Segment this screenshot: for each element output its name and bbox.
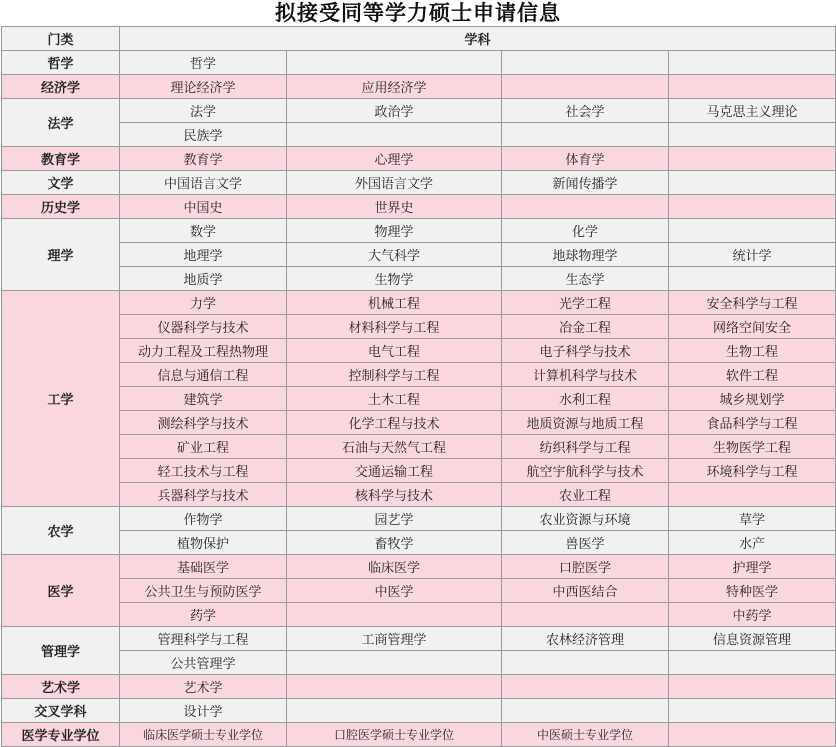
category-cell: 教育学 (2, 147, 120, 171)
subject-cell: 哲学 (120, 51, 287, 75)
subject-cell: 中药学 (669, 603, 836, 627)
subject-cell: 临床医学 (287, 555, 502, 579)
table-row (2, 75, 836, 99)
subject-cell (502, 75, 669, 99)
subject-cell: 地球物理学 (502, 243, 669, 267)
subject-cell (669, 171, 836, 195)
subject-cell: 草学 (669, 507, 836, 531)
subject-cell: 应用经济学 (287, 75, 502, 99)
subject-cell: 电气工程 (287, 339, 502, 363)
subject-cell: 教育学 (120, 147, 287, 171)
subject-cell (669, 219, 836, 243)
subject-cell: 仪器科学与技术 (120, 315, 287, 339)
subject-cell (502, 51, 669, 75)
subject-cell: 药学 (120, 603, 287, 627)
subject-cell: 兵器科学与技术 (120, 483, 287, 507)
table-row (2, 387, 836, 411)
subject-cell: 水利工程 (502, 387, 669, 411)
subject-cell: 兽医学 (502, 531, 669, 555)
page-title: 拟接受同等学力硕士申请信息 (275, 0, 561, 25)
subject-cell: 软件工程 (669, 363, 836, 387)
subject-cell: 理论经济学 (120, 75, 287, 99)
subject-cell: 核科学与技术 (287, 483, 502, 507)
table-row (2, 603, 836, 627)
subject-cell: 特种医学 (669, 579, 836, 603)
subject-cell (287, 51, 502, 75)
table-row (2, 675, 836, 699)
subject-cell: 护理学 (669, 555, 836, 579)
subject-cell (502, 195, 669, 219)
subject-cell: 地理学 (120, 243, 287, 267)
discipline-table (1, 26, 836, 747)
subject-cell: 管理科学与工程 (120, 627, 287, 651)
table-row (2, 219, 836, 243)
table-row (2, 651, 836, 675)
subject-cell: 光学工程 (502, 291, 669, 315)
table-header-row (2, 27, 836, 51)
subject-cell: 信息与通信工程 (120, 363, 287, 387)
subject-cell: 艺术学 (120, 675, 287, 699)
subject-cell: 大气科学 (287, 243, 502, 267)
subject-cell: 体育学 (502, 147, 669, 171)
subject-cell: 中国史 (120, 195, 287, 219)
subject-cell (669, 651, 836, 675)
category-cell: 历史学 (2, 195, 120, 219)
subject-cell: 口腔医学硕士专业学位 (287, 723, 502, 747)
subject-cell: 政治学 (287, 99, 502, 123)
subject-cell: 生态学 (502, 267, 669, 291)
subject-cell: 纺织科学与工程 (502, 435, 669, 459)
table-row (2, 195, 836, 219)
subject-cell: 石油与天然气工程 (287, 435, 502, 459)
subject-cell: 食品科学与工程 (669, 411, 836, 435)
subject-cell: 马克思主义理论 (669, 99, 836, 123)
subject-cell: 物理学 (287, 219, 502, 243)
table-row (2, 171, 836, 195)
subject-cell: 轻工技术与工程 (120, 459, 287, 483)
table-row (2, 363, 836, 387)
subject-cell: 机械工程 (287, 291, 502, 315)
subject-cell (669, 51, 836, 75)
table-row (2, 267, 836, 291)
table-row (2, 531, 836, 555)
table-row (2, 723, 836, 747)
table-row (2, 315, 836, 339)
category-cell: 经济学 (2, 75, 120, 99)
subject-cell (287, 699, 502, 723)
category-cell: 文学 (2, 171, 120, 195)
subject-cell: 地质资源与地质工程 (502, 411, 669, 435)
table-row (2, 699, 836, 723)
subject-cell: 公共管理学 (120, 651, 287, 675)
subject-cell: 冶金工程 (502, 315, 669, 339)
subject-cell: 农林经济管理 (502, 627, 669, 651)
table-row (2, 147, 836, 171)
subject-cell: 农业资源与环境 (502, 507, 669, 531)
subject-cell: 电子科学与技术 (502, 339, 669, 363)
subject-cell: 中医学 (287, 579, 502, 603)
subject-cell: 化学工程与技术 (287, 411, 502, 435)
subject-cell: 航空宇航科学与技术 (502, 459, 669, 483)
subject-cell: 动力工程及工程热物理 (120, 339, 287, 363)
subject-cell: 建筑学 (120, 387, 287, 411)
subject-cell: 社会学 (502, 99, 669, 123)
subject-cell: 生物工程 (669, 339, 836, 363)
subject-cell (287, 651, 502, 675)
subject-cell: 中西医结合 (502, 579, 669, 603)
table-row (2, 411, 836, 435)
subject-cell (669, 123, 836, 147)
subject-cell: 民族学 (120, 123, 287, 147)
subject-cell: 中医硕士专业学位 (502, 723, 669, 747)
subject-cell: 农业工程 (502, 483, 669, 507)
table-row (2, 579, 836, 603)
subject-cell: 中国语言文学 (120, 171, 287, 195)
table-row (2, 51, 836, 75)
subject-cell (287, 603, 502, 627)
category-cell: 医学 (2, 555, 120, 627)
subject-cell: 生物医学工程 (669, 435, 836, 459)
table-row (2, 243, 836, 267)
subject-cell: 测绘科学与技术 (120, 411, 287, 435)
subject-cell: 畜牧学 (287, 531, 502, 555)
table-row (2, 483, 836, 507)
subject-cell: 外国语言文学 (287, 171, 502, 195)
subject-cell: 交通运输工程 (287, 459, 502, 483)
header-subject: 学科 (120, 27, 836, 51)
category-cell: 医学专业学位 (2, 723, 120, 747)
table-row (2, 339, 836, 363)
table-row (2, 507, 836, 531)
subject-cell (287, 123, 502, 147)
category-cell: 理学 (2, 219, 120, 291)
subject-cell: 世界史 (287, 195, 502, 219)
subject-cell: 法学 (120, 99, 287, 123)
subject-cell: 基础医学 (120, 555, 287, 579)
category-cell: 法学 (2, 99, 120, 147)
category-cell: 农学 (2, 507, 120, 555)
subject-cell: 控制科学与工程 (287, 363, 502, 387)
subject-cell (669, 483, 836, 507)
table-row (2, 627, 836, 651)
table-row (2, 555, 836, 579)
subject-cell: 矿业工程 (120, 435, 287, 459)
subject-cell (502, 675, 669, 699)
subject-cell: 统计学 (669, 243, 836, 267)
category-cell: 交叉学科 (2, 699, 120, 723)
category-cell: 工学 (2, 291, 120, 507)
table-row (2, 459, 836, 483)
subject-cell (669, 699, 836, 723)
table-row (2, 99, 836, 123)
subject-cell: 地质学 (120, 267, 287, 291)
subject-cell: 计算机科学与技术 (502, 363, 669, 387)
subject-cell: 网络空间安全 (669, 315, 836, 339)
table-row (2, 291, 836, 315)
subject-cell: 化学 (502, 219, 669, 243)
subject-cell (502, 699, 669, 723)
subject-cell (669, 75, 836, 99)
subject-cell: 力学 (120, 291, 287, 315)
subject-cell: 城乡规划学 (669, 387, 836, 411)
subject-cell: 数学 (120, 219, 287, 243)
category-cell: 管理学 (2, 627, 120, 675)
subject-cell: 环境科学与工程 (669, 459, 836, 483)
subject-cell: 心理学 (287, 147, 502, 171)
subject-cell: 园艺学 (287, 507, 502, 531)
subject-cell: 水产 (669, 531, 836, 555)
subject-cell: 材料科学与工程 (287, 315, 502, 339)
subject-cell: 临床医学硕士专业学位 (120, 723, 287, 747)
category-cell: 艺术学 (2, 675, 120, 699)
subject-cell (502, 651, 669, 675)
subject-cell (669, 147, 836, 171)
subject-cell: 作物学 (120, 507, 287, 531)
subject-cell: 安全科学与工程 (669, 291, 836, 315)
subject-cell (669, 723, 836, 747)
subject-cell (287, 675, 502, 699)
subject-cell (502, 603, 669, 627)
subject-cell: 工商管理学 (287, 627, 502, 651)
subject-cell: 公共卫生与预防医学 (120, 579, 287, 603)
subject-cell: 土木工程 (287, 387, 502, 411)
subject-cell (669, 675, 836, 699)
table-row (2, 123, 836, 147)
subject-cell: 植物保护 (120, 531, 287, 555)
table-row (2, 435, 836, 459)
subject-cell (502, 123, 669, 147)
subject-cell: 设计学 (120, 699, 287, 723)
subject-cell (669, 267, 836, 291)
subject-cell: 口腔医学 (502, 555, 669, 579)
subject-cell: 生物学 (287, 267, 502, 291)
subject-cell (669, 195, 836, 219)
category-cell: 哲学 (2, 51, 120, 75)
header-category: 门类 (2, 27, 120, 51)
subject-cell: 新闻传播学 (502, 171, 669, 195)
subject-cell: 信息资源管理 (669, 627, 836, 651)
